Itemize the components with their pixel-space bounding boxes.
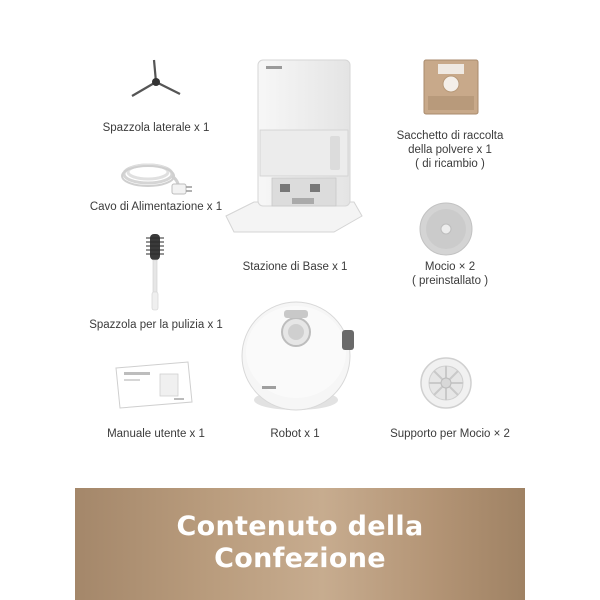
- side-brush-item: [128, 58, 184, 102]
- base-station-item: [224, 56, 366, 234]
- base-station-icon: [224, 56, 366, 234]
- manual-icon: [112, 360, 194, 410]
- mop-item: [419, 202, 473, 256]
- cleaning-brush-label: Spazzola per la pulizia x 1: [89, 319, 223, 331]
- cleaning-brush-icon: [140, 232, 170, 314]
- banner-title-line-2: Confezione: [214, 543, 386, 574]
- manual-item: [112, 360, 194, 410]
- mop-holder-item: [419, 356, 473, 410]
- banner-title-line-1: Contenuto della: [176, 511, 424, 542]
- dust-bag-label-line-3: ( di ricambio ): [415, 158, 485, 170]
- mop-label-line-1: Mocio × 2: [424, 261, 476, 273]
- brand-logo: [266, 66, 282, 69]
- dust-bag-icon: [420, 58, 482, 116]
- dust-bag-label: [370, 129, 530, 171]
- robot-item: [236, 300, 360, 418]
- dust-bag-item: [420, 58, 482, 116]
- mop-label: [370, 260, 530, 288]
- robot-vacuum-icon: [236, 300, 360, 418]
- mop-pad-icon: [419, 202, 473, 256]
- side-brush-label: Spazzola laterale x 1: [102, 122, 210, 134]
- manual-label: Manuale utente x 1: [107, 428, 205, 440]
- dust-bag-label-line-2: della polvere x 1: [408, 144, 492, 156]
- robot-label: Robot x 1: [270, 428, 320, 440]
- mop-label-line-2: ( preinstallato ): [411, 275, 489, 287]
- power-cable-icon: [118, 154, 194, 198]
- power-cable-label: Cavo di Alimentazione x 1: [89, 201, 223, 213]
- side-brush-icon: [128, 58, 184, 102]
- cleaning-brush-item: [140, 232, 170, 314]
- package-contents-banner: [75, 488, 525, 600]
- dust-bag-label-line-1: Sacchetto di raccolta: [396, 130, 504, 142]
- mop-holder-label: Supporto per Mocio × 2: [390, 428, 510, 440]
- power-cable-item: [118, 154, 194, 198]
- mop-holder-icon: [419, 356, 473, 410]
- base-station-label: Stazione di Base x 1: [242, 261, 348, 273]
